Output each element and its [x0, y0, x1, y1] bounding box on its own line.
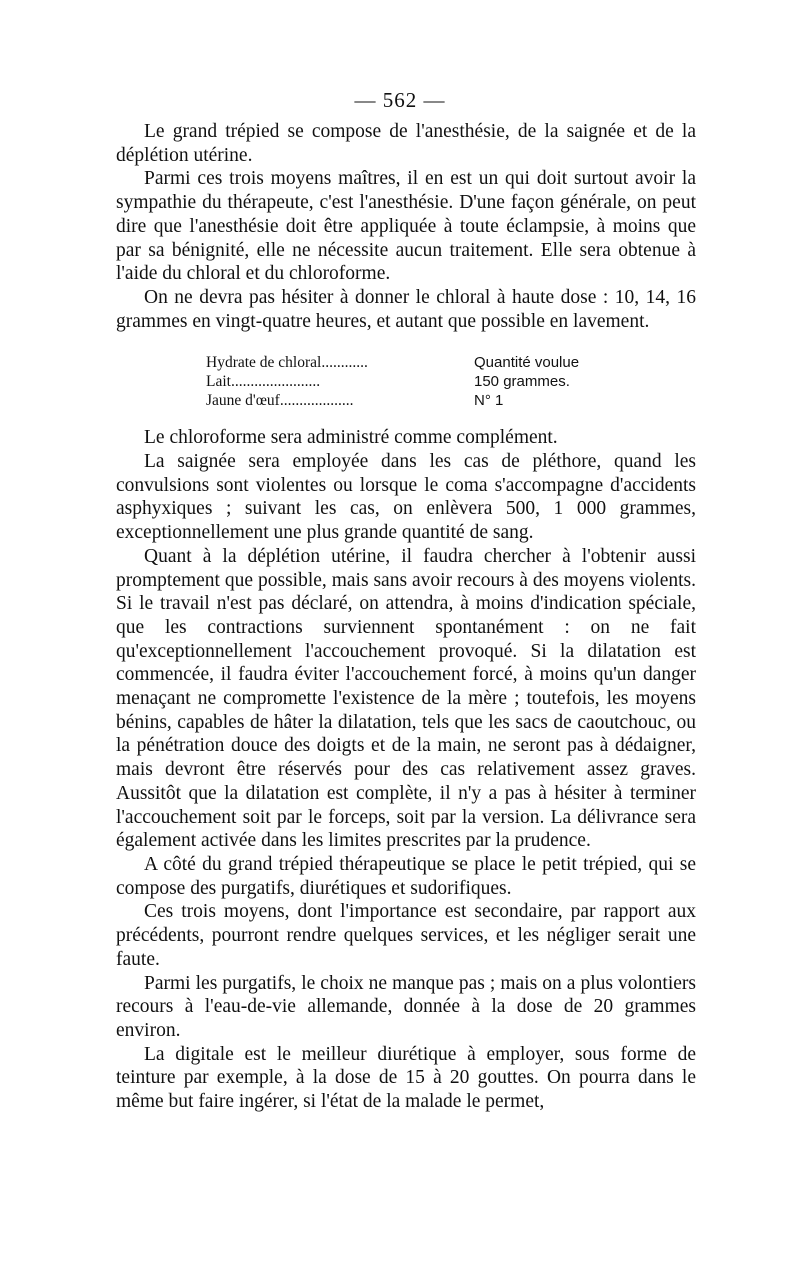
recipe-table [206, 353, 586, 410]
paragraph: La digitale est le meilleur diurétique à employer, sous forme de teinture par exemple, à la dose de 15 à 20 gouttes. On pourra dans le même but faire ingérer, si l'état de la malade le permet, [116, 1043, 696, 1113]
recipe-row [206, 372, 586, 391]
paragraph: On ne devra pas hésiter à donner le chloral à haute dose : 10, 14, 16 grammes en vingt-quatre heures, et autant que possible en lavement. [116, 286, 696, 332]
recipe-row [206, 353, 586, 372]
paragraph: Le grand trépied se compose de l'anesthésie, de la saignée et de la déplétion utérine. [116, 121, 696, 166]
recipe-row [206, 391, 586, 410]
recipe-ingredient: Lait....................... [206, 373, 321, 391]
paragraph: Parmi ces trois moyens maîtres, il en est un qui doit surtout avoir la sympathie du thérapeute, c'est l'anesthésie. D'une façon générale, on peut dire que l'anesthésie doit être appliquée à toute éclampsie, à moins que par sa bénignité, elle ne nécessite aucun traitement. Elle sera obtenue à l'aide du chloral et du chloroforme. [116, 168, 696, 285]
paragraph: A côté du grand trépied thérapeutique se place le petit trépied, qui se compose des purgatifs, diurétiques et sudorifiques. [116, 853, 696, 899]
recipe-ingredient: Hydrate de chloral............ [206, 354, 368, 372]
paragraph: Ces trois moyens, dont l'importance est secondaire, par rapport aux précédents, pourront rendre quelques services, et les négliger serait une faute. [116, 901, 696, 970]
page-body [116, 120, 696, 1114]
paragraph: Quant à la déplétion utérine, il faudra chercher à l'obtenir aussi promptement que possible, mais sans avoir recours à des moyens violents. Si le travail n'est pas déclaré, on attendra, à moins d'indication spéciale, que les contractions surviennent spontanément : on ne fait qu'exceptionnellement l'accouchement provoqué. Si la dilatation est commencée, il faudra éviter l'accouchement forcé, à moins qu'un danger menaçant ne compromette l'existence de la mère ; toutefois, les moyens bénins, capables de hâter la dilatation, tels que les sacs de caoutchouc, ou la pénétration douce des doigts et de la main, ne seront pas à dédaigner, mais devront être réservés pour des cas relativement assez graves. Aussitôt que la dilatation est complète, il n'y a pas à hésiter à terminer l'accouchement soit par le forceps, soit par la version. La délivrance sera également activée dans les limites prescrites par la prudence. [116, 545, 696, 852]
paragraph: Le chloroforme sera administré comme complément. [144, 427, 558, 449]
recipe-quantity: 150 grammes. [474, 373, 570, 391]
recipe-quantity: Quantité voulue [474, 354, 580, 372]
paragraph: La saignée sera employée dans les cas de pléthore, quand les convulsions sont violentes ou lorsque le coma s'accompagne d'accidents asphyxiques ; suivant les cas, on enlèvera 500, 1 000 grammes, exceptionnellement une plus grande quantité de sang. [116, 451, 696, 544]
recipe-quantity: N° 1 [474, 392, 504, 410]
page-number: — 562 — [354, 88, 446, 112]
recipe-ingredient: Jaune d'œuf................... [206, 392, 354, 410]
paragraph: Parmi les purgatifs, le choix ne manque pas ; mais on a plus volontiers recours à l'eau-de-vie allemande, donnée à la dose de 20 grammes environ. [116, 972, 696, 1041]
